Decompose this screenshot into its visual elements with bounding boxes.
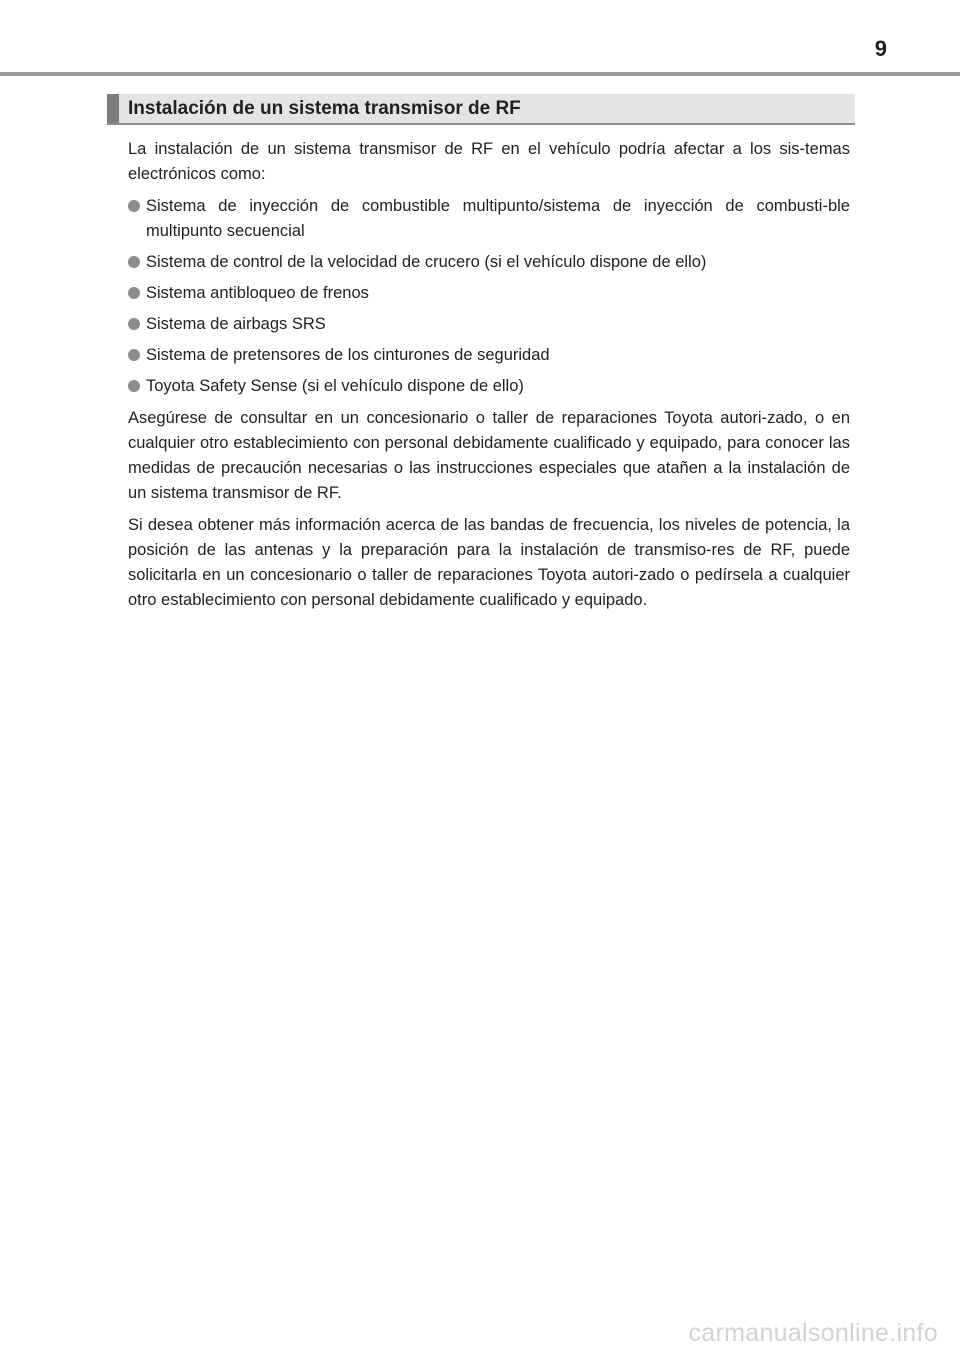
page-number: 9 <box>874 36 887 61</box>
page-content <box>128 137 850 620</box>
list-item <box>128 194 850 244</box>
bullet-icon <box>128 256 140 268</box>
list-item-text: Sistema antibloqueo de frenos <box>146 284 369 302</box>
list-item <box>128 281 850 306</box>
list-item-text: Sistema de pretensores de los cinturones de seguridad <box>146 346 550 364</box>
section-heading <box>107 94 855 125</box>
list-item <box>128 250 850 275</box>
list-item <box>128 343 850 368</box>
list-item-text: Sistema de control de la velocidad de crucero (si el vehículo dispone de ello) <box>146 253 707 271</box>
intro-paragraph: La instalación de un sistema transmisor de RF en el vehículo podría afectar a los sis-temas electrónicos como: <box>128 140 850 183</box>
list-item <box>128 374 850 399</box>
bullet-icon <box>128 200 140 212</box>
header-rule <box>0 72 960 76</box>
heading-accent-bar <box>107 94 119 123</box>
list-item <box>128 312 850 337</box>
list-item-text: Sistema de inyección de combustible multipunto/sistema de inyección de combusti-ble multipunto secuencial <box>146 197 850 240</box>
list-item-text: Sistema de airbags SRS <box>146 315 326 333</box>
bullet-icon <box>128 287 140 299</box>
bullet-icon <box>128 380 140 392</box>
section-title: Instalación de un sistema transmisor de RF <box>128 98 521 119</box>
bullet-icon <box>128 318 140 330</box>
watermark: carmanualsonline.info <box>688 1319 938 1347</box>
more-information-paragraph: Si desea obtener más información acerca de las bandas de frecuencia, los niveles de potencia, la posición de las antenas y la preparación para la instalación de transmiso-res de RF, puede solicitarla en un concesionario o taller de reparaciones Toyota autori-zado o pedírsela a cualquier otro establecimiento con personal debidamente cualificado y equipado. <box>128 516 850 609</box>
list-item-text: Toyota Safety Sense (si el vehículo dispone de ello) <box>146 377 524 395</box>
bullet-icon <box>128 349 140 361</box>
affected-systems-list <box>128 194 850 399</box>
dealer-consultation-paragraph: Asegúrese de consultar en un concesionario o taller de reparaciones Toyota autori-zado, o en cualquier otro establecimiento con personal debidamente cualificado y equipado, para conocer las medidas de precaución necesarias o las instrucciones especiales que atañen a la instalación de un sistema transmisor de RF. <box>128 409 850 502</box>
